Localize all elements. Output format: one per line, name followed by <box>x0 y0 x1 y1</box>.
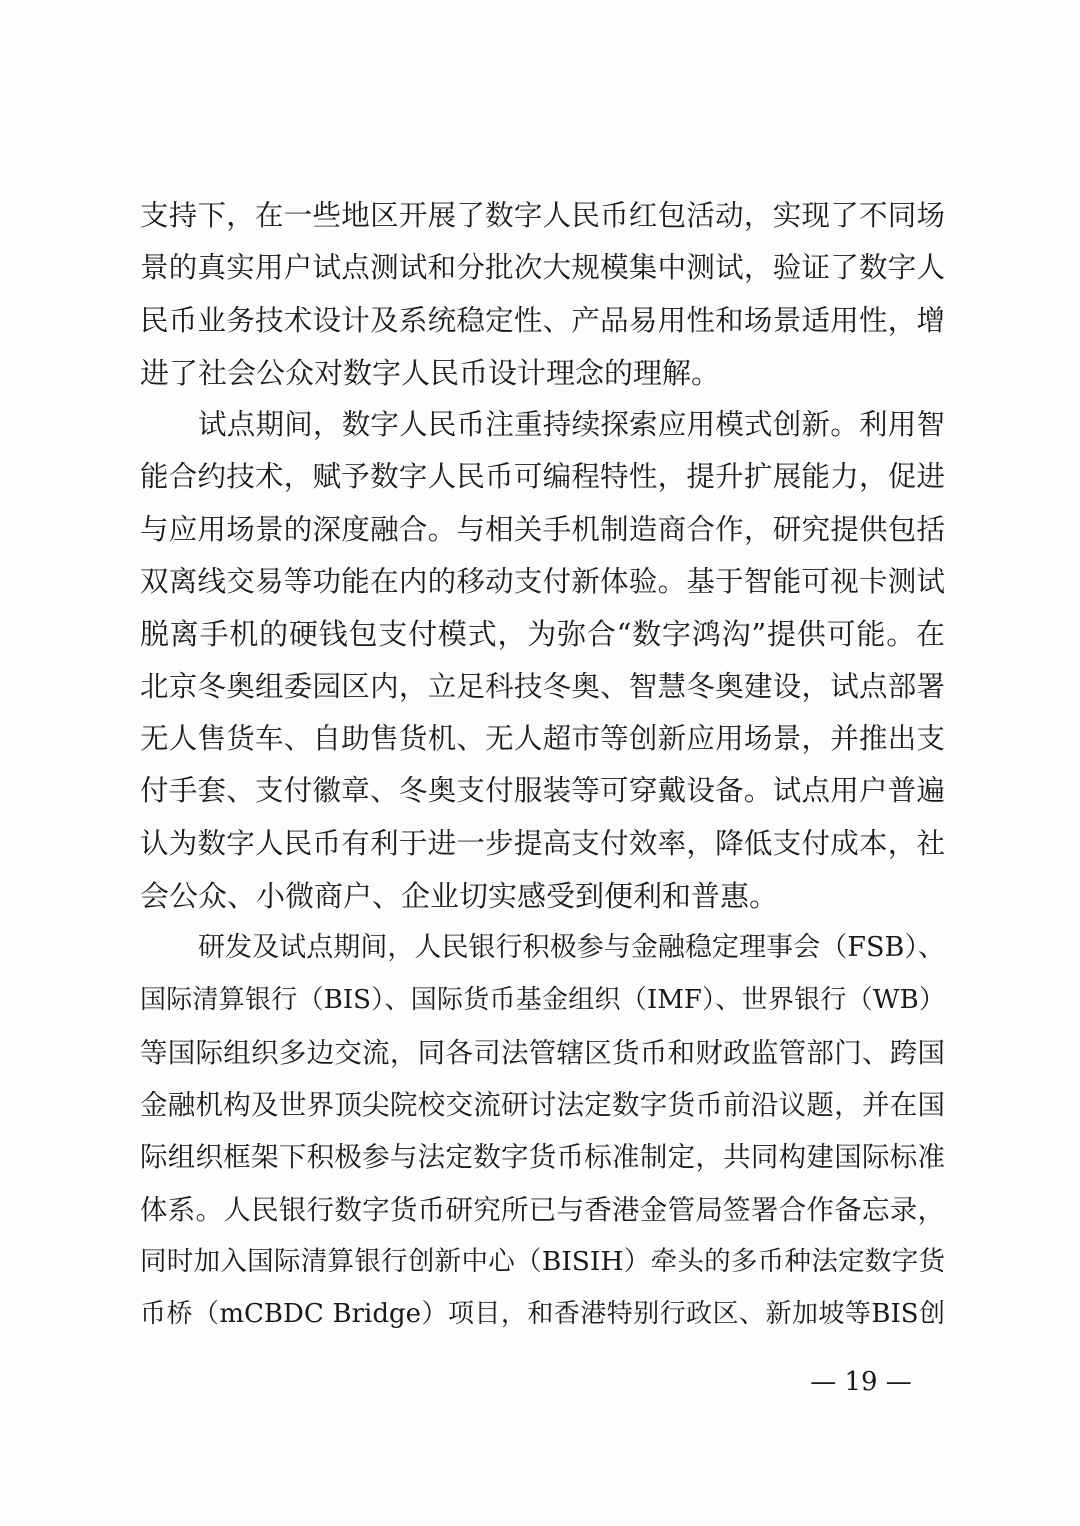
text-line: 体系。人民银行数字货币研究所已与香港金管局签署合作备忘录， <box>140 1193 945 1226</box>
text-line: 进了社会公众对数字人民币设计理念的理解。 <box>140 355 721 390</box>
text-line: 付手套、支付徽章、冬奥支付服装等可穿戴设备。试点用户普遍 <box>140 774 945 808</box>
text-line: 脱离手机的硬钱包支付模式，为弥合“数字鸿沟”提供可能。在 <box>140 617 945 652</box>
page-number: — 19 — <box>810 1367 912 1397</box>
text-line: 认为数字人民币有利于进一步提高支付效率，降低支付成本，社 <box>140 826 945 860</box>
text-line: 际组织框架下积极参与法定数字货币标准制定，共同构建国际标准 <box>140 1141 945 1174</box>
text-line: 币桥（mCBDC Bridge）项目，和香港特别行政区、新加坡等BIS创 <box>140 1299 945 1330</box>
text-line: 与应用场景的深度融合。与相关手机制造商合作，研究提供包括 <box>140 512 945 546</box>
text-line: 会公众、小微商户、企业切实感受到便利和普惠。 <box>140 878 779 913</box>
text-line: 试点期间，数字人民币注重持续探索应用模式创新。利用智 <box>198 408 945 442</box>
text-line: 景的真实用户试点测试和分批次大规模集中测试，验证了数字人 <box>140 251 945 285</box>
text-line: 双离线交易等功能在内的移动支付新体验。基于智能可视卡测试 <box>140 565 945 599</box>
body-text <box>140 190 945 1341</box>
text-line: 无人售货车、自助售货机、无人超市等创新应用场景，并推出支 <box>140 721 945 755</box>
text-line: 同时加入国际清算银行创新中心（BISIH）牵头的多币种法定数字货 <box>140 1245 945 1277</box>
text-line: 研发及试点期间，人民银行积极参与金融稳定理事会（FSB）、 <box>198 932 945 964</box>
text-line: 支持下，在一些地区开展了数字人民币红包活动，实现了不同场 <box>140 199 945 232</box>
text-line: 能合约技术，赋予数字人民币可编程特性，提升扩展能力，促进 <box>140 460 945 494</box>
text-line: 北京冬奥组委园区内，立足科技冬奥、智慧冬奥建设，试点部署 <box>140 669 945 703</box>
text-line: 国际清算银行（BIS）、国际货币基金组织（IMF）、世界银行（WB） <box>140 985 945 1016</box>
text-line: 民币业务技术设计及系统稳定性、产品易用性和场景适用性，增 <box>140 303 945 337</box>
text-line: 金融机构及世界顶尖院校交流研讨法定数字货币前沿议题，并在国 <box>140 1089 945 1122</box>
text-line: 等国际组织多边交流，同各司法管辖区货币和财政监管部门、跨国 <box>140 1036 945 1069</box>
